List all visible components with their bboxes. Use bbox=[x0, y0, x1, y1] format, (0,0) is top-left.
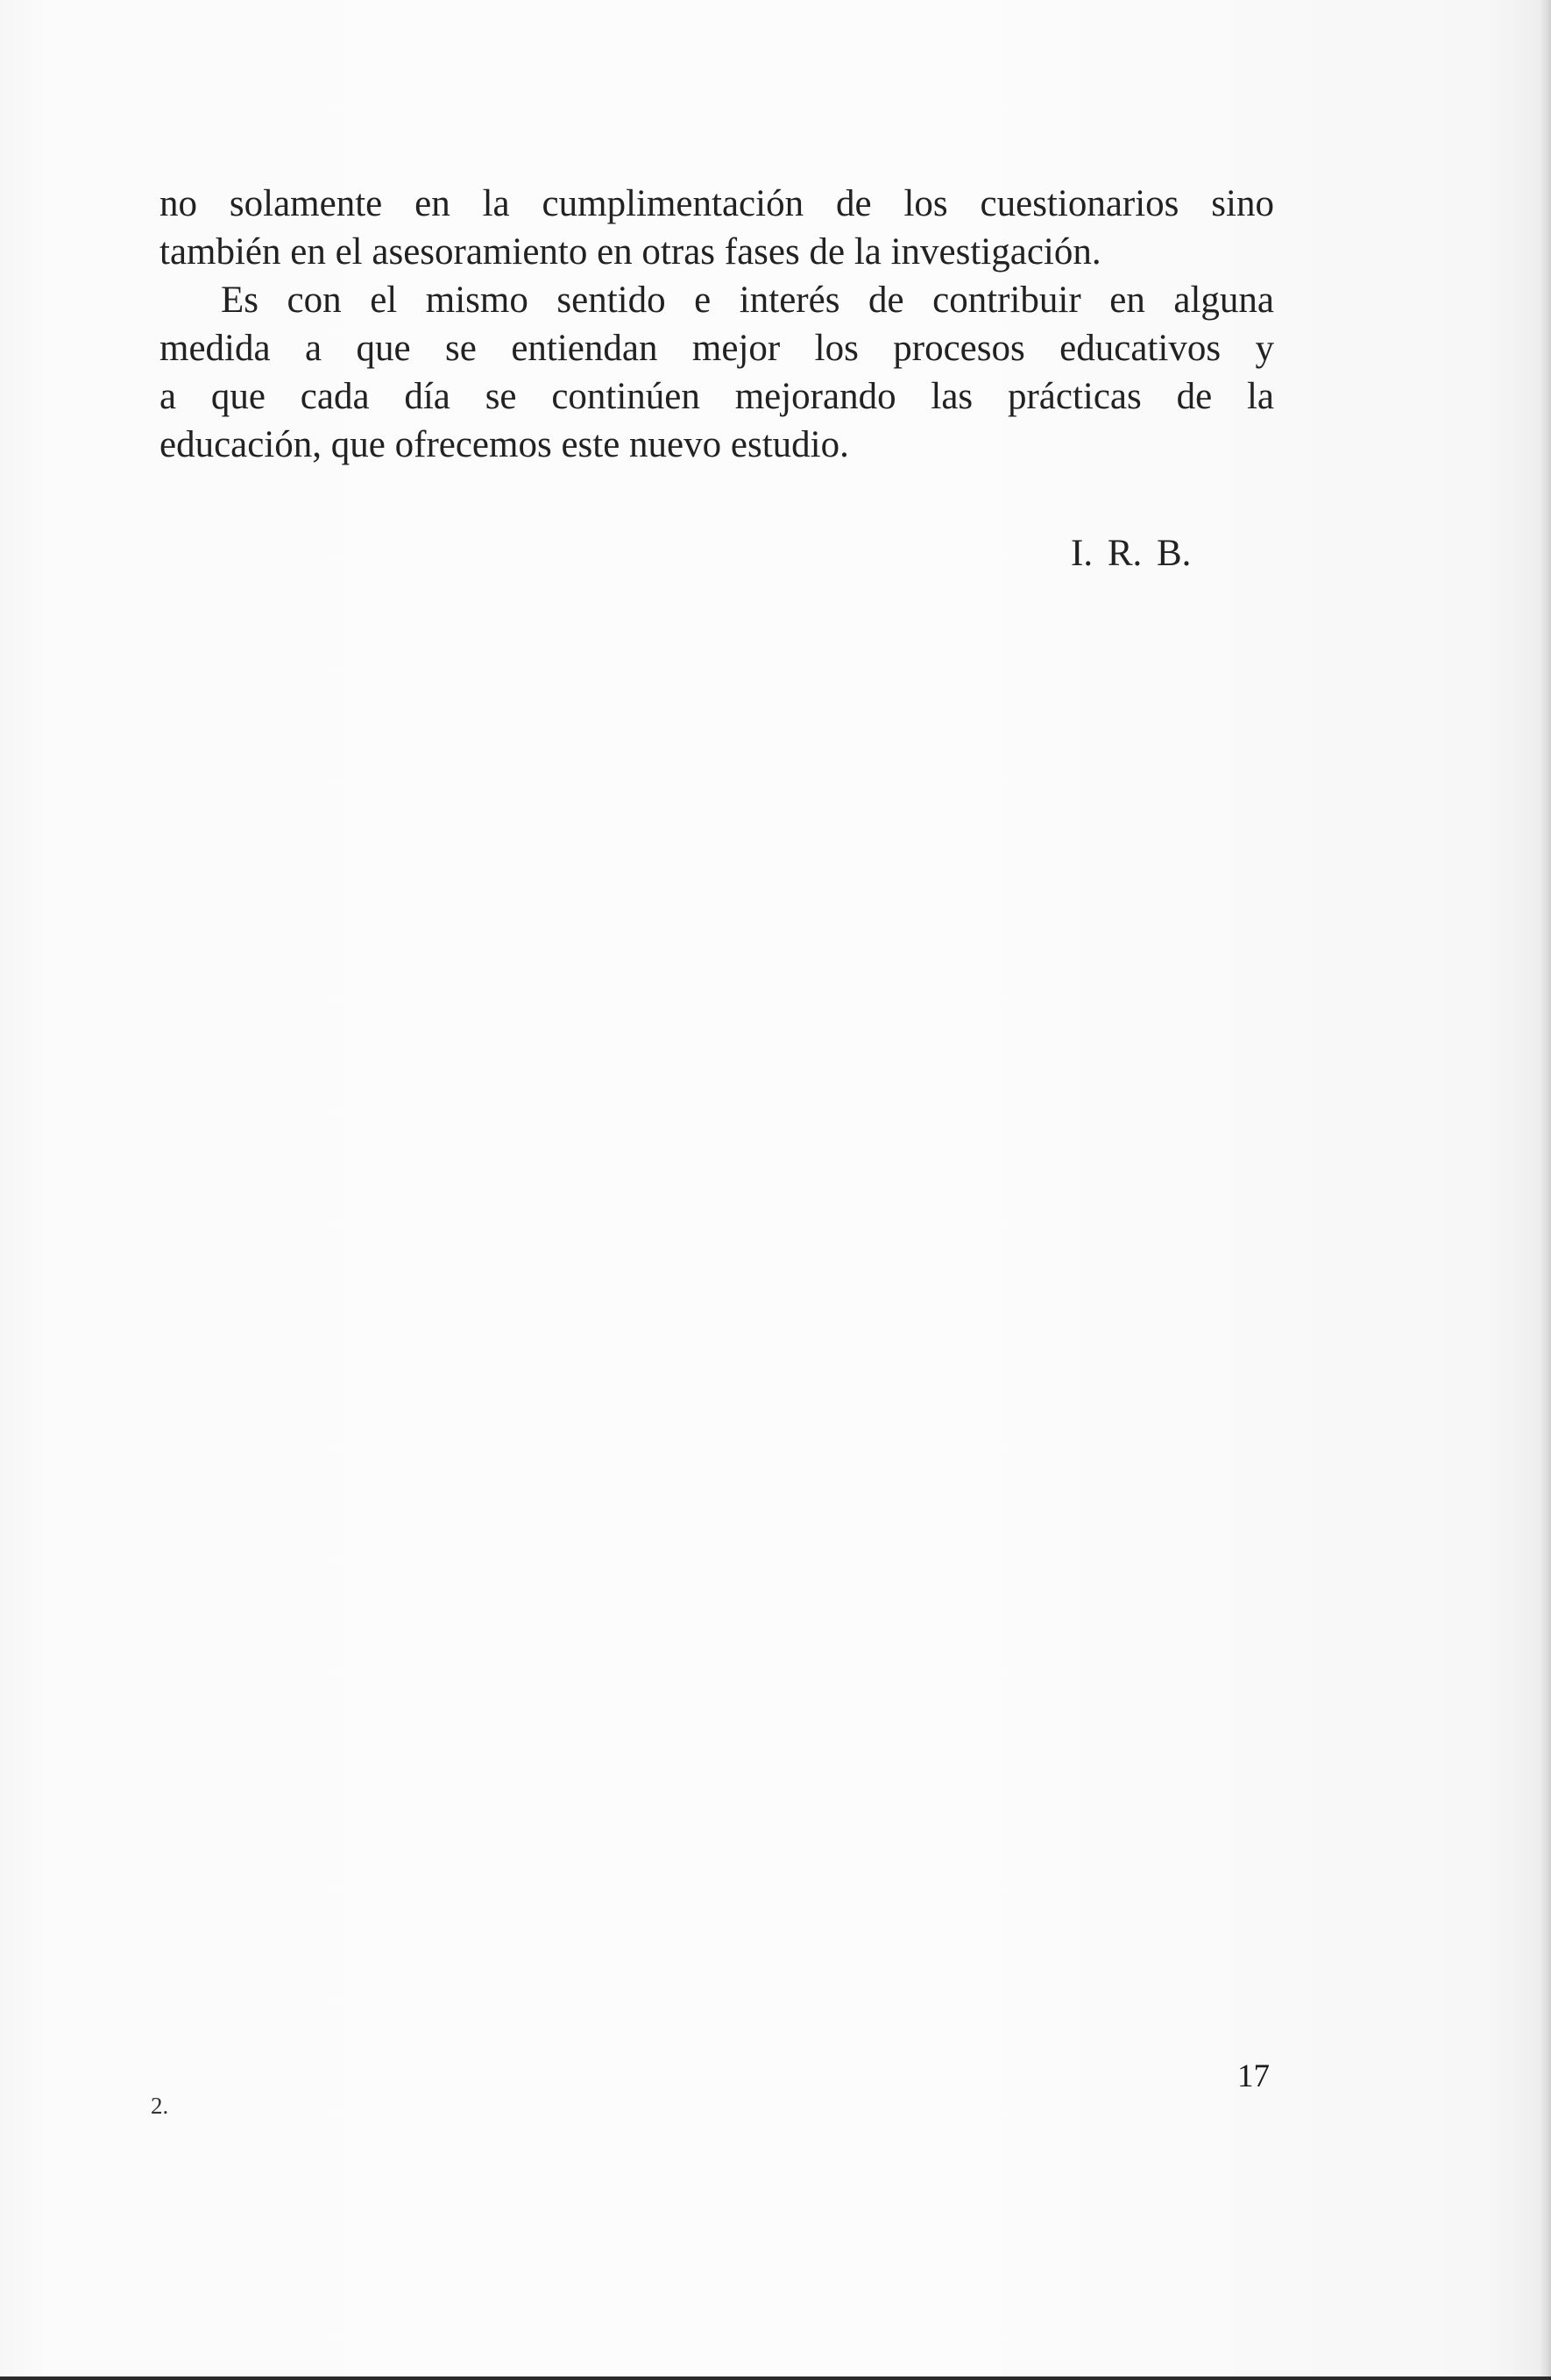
text-line: a que cada día se continúen mejorando las prácticas de la bbox=[159, 376, 1274, 417]
page-edge-shadow bbox=[1539, 0, 1551, 2380]
page-bottom-border bbox=[0, 2376, 1551, 2380]
printer-signature-mark: 2. bbox=[151, 2093, 169, 2119]
text-line: medida a que se entiendan mejor los procesos educativos y bbox=[159, 328, 1274, 369]
text-line: Es con el mismo sentido e interés de contribuir en alguna bbox=[221, 280, 1274, 321]
page-number: 17 bbox=[1237, 2058, 1270, 2094]
text-line: también en el asesoramiento en otras fases de la investigación. bbox=[159, 231, 1101, 273]
author-initials: I. R. B. bbox=[1071, 533, 1192, 574]
body-text bbox=[159, 180, 1274, 469]
text-line: educación, que ofrecemos este nuevo estudio. bbox=[159, 424, 849, 465]
text-line: no solamente en la cumplimentación de los cuestionarios sino bbox=[159, 183, 1274, 224]
